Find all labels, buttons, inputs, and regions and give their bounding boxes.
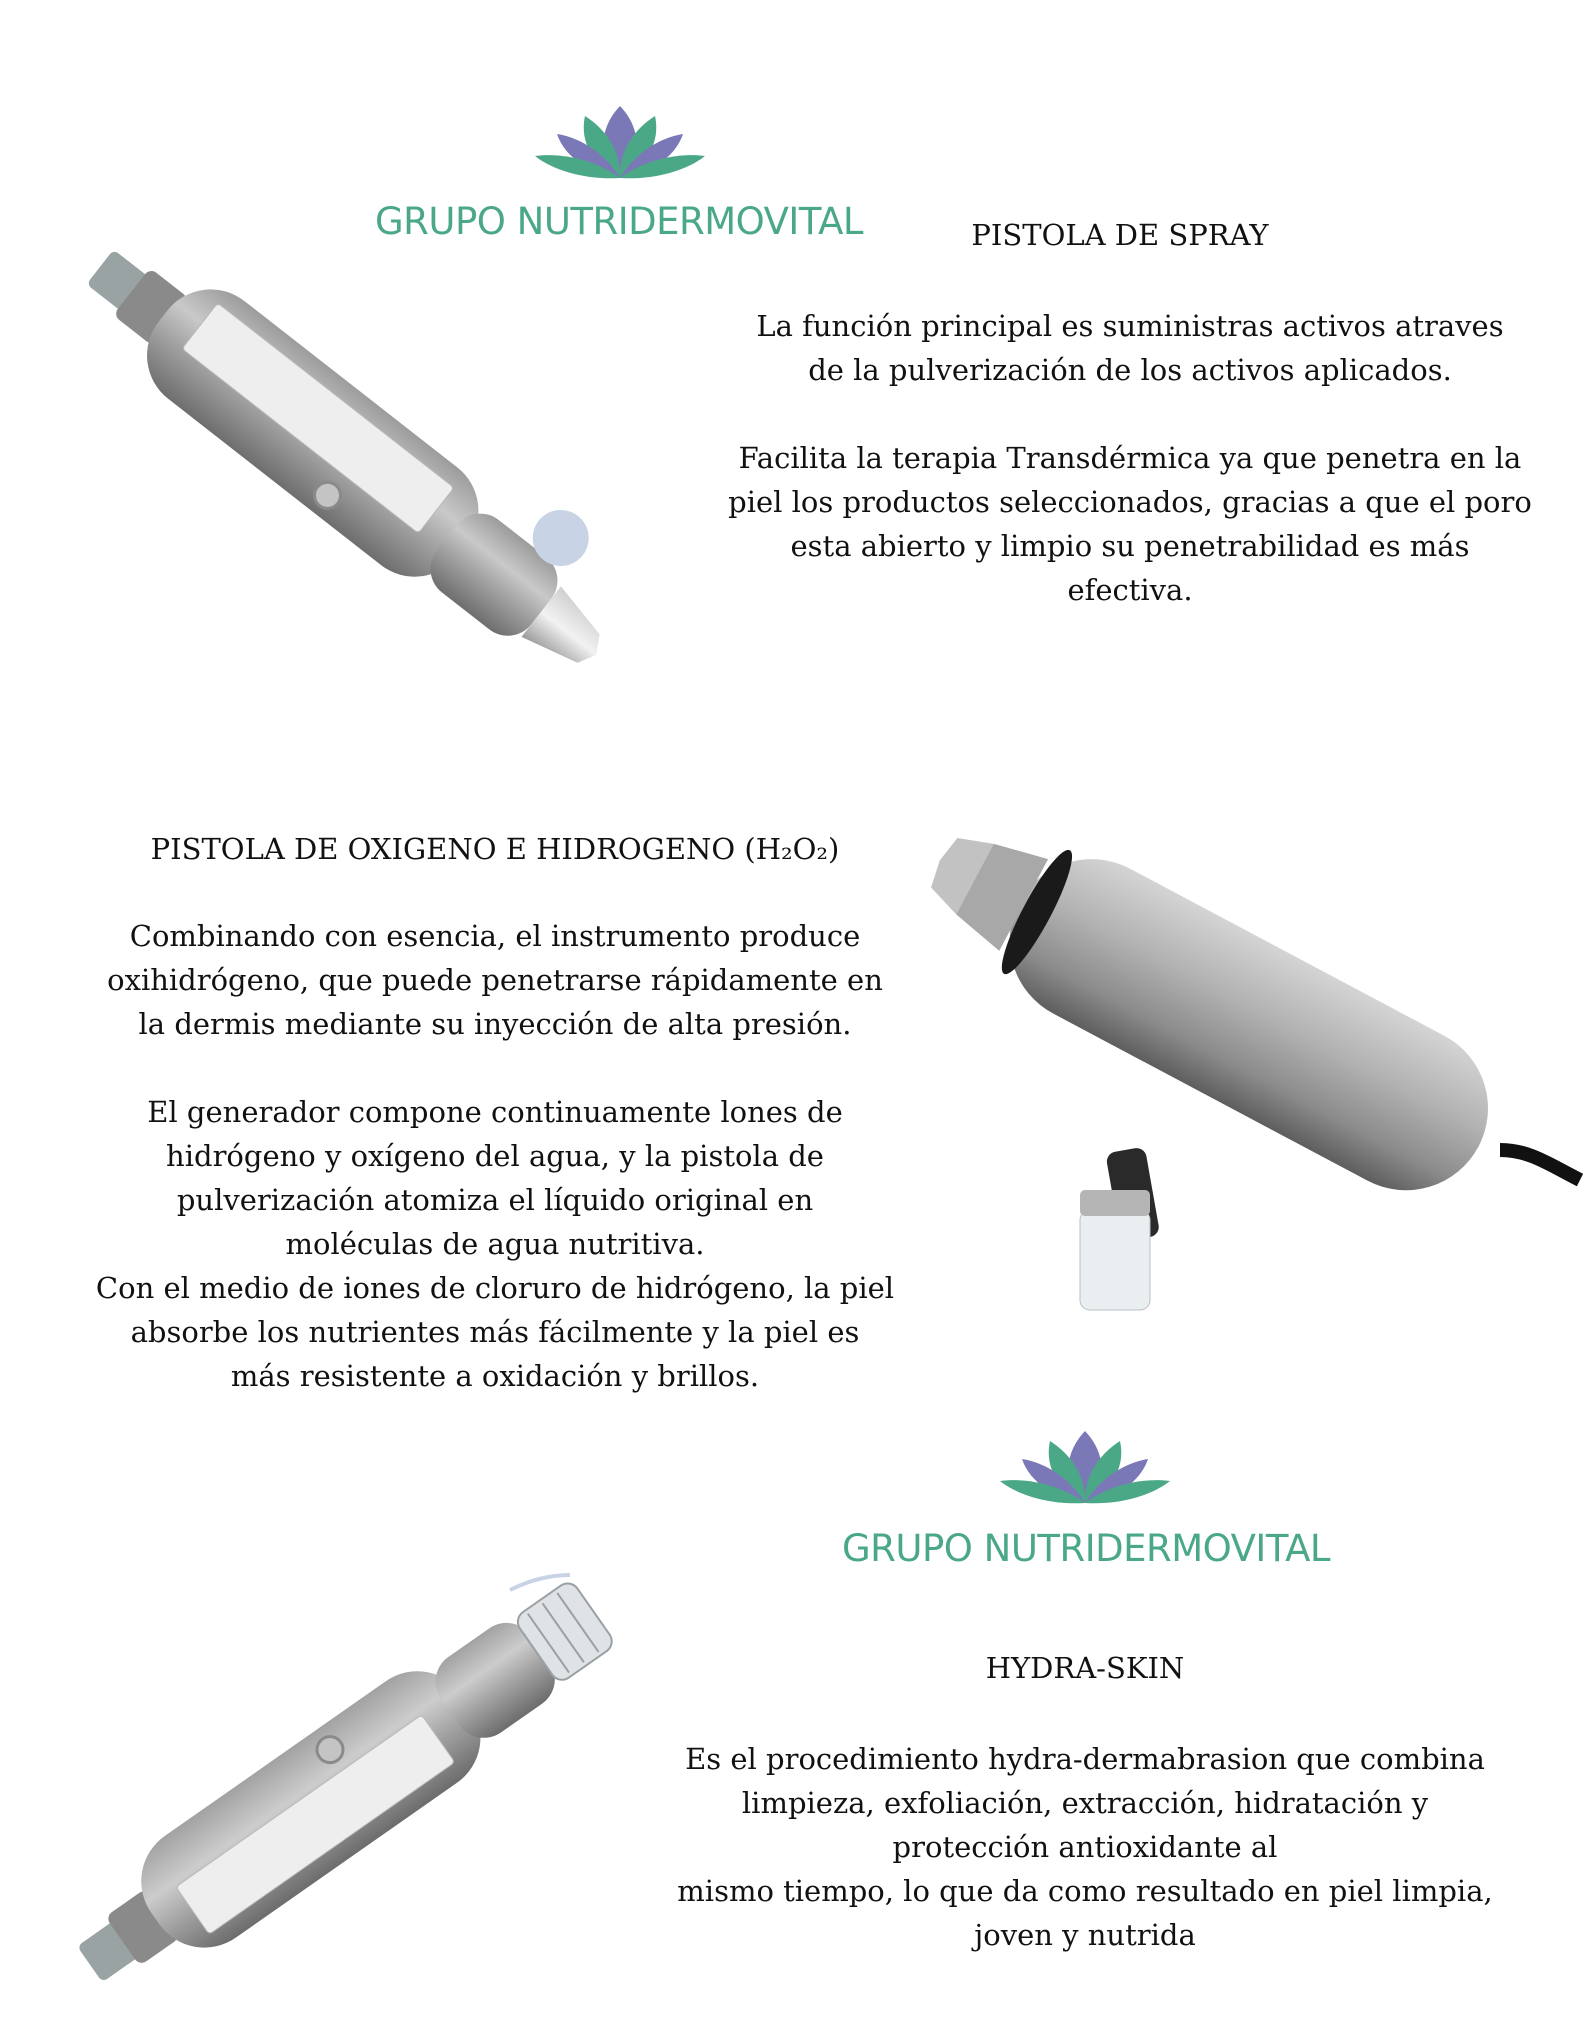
spray-gun-device-image xyxy=(40,210,680,730)
lotus-logo-icon xyxy=(535,100,705,178)
section-title-oxygen-hydrogen: PISTOLA DE OXIGENO E HIDROGENO (H₂O₂) xyxy=(150,832,840,866)
section-paragraph: El generador compone continuamente lones de hidrógeno y oxígeno del agua, y la pistola de pulverización atomiza el líquido original en moléculas de agua nutritiva. Con el medio de iones de cloruro de hidrógeno, la piel absorbe los nutrientes más fácilmente y la piel es más resistente a oxidación y brillos. xyxy=(95,1095,895,1393)
section-title-hydra-skin: HYDRA-SKIN xyxy=(985,1651,1185,1685)
lotus-logo-icon xyxy=(1000,1425,1170,1503)
brand-name: GRUPO NUTRIDERMOVITAL xyxy=(375,200,863,243)
section-paragraph: Facilita la terapia Transdérmica ya que penetra en la piel los productos seleccionados, gracias a que el poro esta abierto y limpio su penetrabilidad es más efectiva. xyxy=(728,441,1532,607)
section-paragraph: La función principal es suministras activos atraves de la pulverización de los activos aplicados. xyxy=(756,309,1504,387)
section-paragraph: Es el procedimiento hydra-dermabrasion que combina limpieza, exfoliación, extracción, hidratación y protección antioxidante al mismo tiempo, lo que da como resultado en piel limpia, joven y nutrida xyxy=(677,1742,1493,1952)
section-paragraph: Combinando con esencia, el instrumento produce oxihidrógeno, que puede penetrarse rápidamente en la dermis mediante su inyección de alta presión. xyxy=(107,919,883,1041)
brand-name: GRUPO NUTRIDERMOVITAL xyxy=(842,1527,1330,1570)
oxygen-hydrogen-gun-device-image xyxy=(940,850,1580,1330)
section-title-spray: PISTOLA DE SPRAY xyxy=(971,218,1269,252)
hydra-skin-device-image xyxy=(40,1560,680,1990)
